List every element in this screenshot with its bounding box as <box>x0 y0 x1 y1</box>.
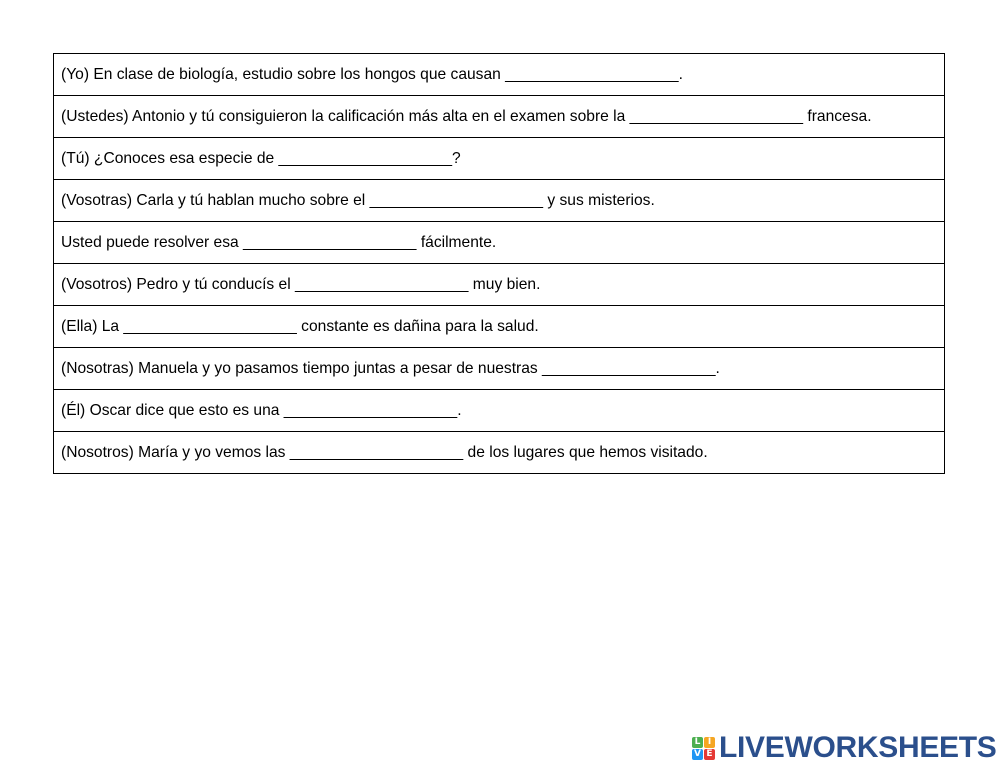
logo-mark-cell: E <box>704 749 715 760</box>
table-row <box>54 96 945 138</box>
sentence-cell: (Vosotras) Carla y tú hablan mucho sobre el ____________________ y sus misterios. <box>54 180 945 222</box>
worksheet-table <box>53 53 945 474</box>
sentence-cell: (Ella) La ____________________ constante es dañina para la salud. <box>54 306 945 348</box>
sentence-cell: (Yo) En clase de biología, estudio sobre los hongos que causan ____________________. <box>54 54 945 96</box>
sentence-cell: (Nosotros) María y yo vemos las ____________________ de los lugares que hemos visitado. <box>54 432 945 474</box>
table-row <box>54 390 945 432</box>
sentence-cell: (Tú) ¿Conoces esa especie de ____________________? <box>54 138 945 180</box>
table-row <box>54 54 945 96</box>
logo-mark-cell: I <box>704 737 715 748</box>
sentence-cell: (Vosotros) Pedro y tú conducís el ____________________ muy bien. <box>54 264 945 306</box>
table-row <box>54 306 945 348</box>
logo-mark-cell: L <box>692 737 703 748</box>
table-row <box>54 264 945 306</box>
table-row <box>54 348 945 390</box>
sentence-cell: Usted puede resolver esa ____________________ fácilmente. <box>54 222 945 264</box>
sentence-cell: (Él) Oscar dice que esto es una ____________________. <box>54 390 945 432</box>
liveworksheets-logo[interactable] <box>692 731 997 765</box>
table-row <box>54 432 945 474</box>
sentence-cell: (Ustedes) Antonio y tú consiguieron la calificación más alta en el examen sobre la ____________________ francesa. <box>54 96 945 138</box>
liveworksheets-logo-icon <box>692 737 715 760</box>
table-row <box>54 180 945 222</box>
sentence-cell: (Nosotras) Manuela y yo pasamos tiempo juntas a pesar de nuestras ____________________. <box>54 348 945 390</box>
table-row <box>54 138 945 180</box>
logo-mark-cell: V <box>692 749 703 760</box>
logo-text: LIVEWORKSHEETS <box>719 731 997 764</box>
table-row <box>54 222 945 264</box>
